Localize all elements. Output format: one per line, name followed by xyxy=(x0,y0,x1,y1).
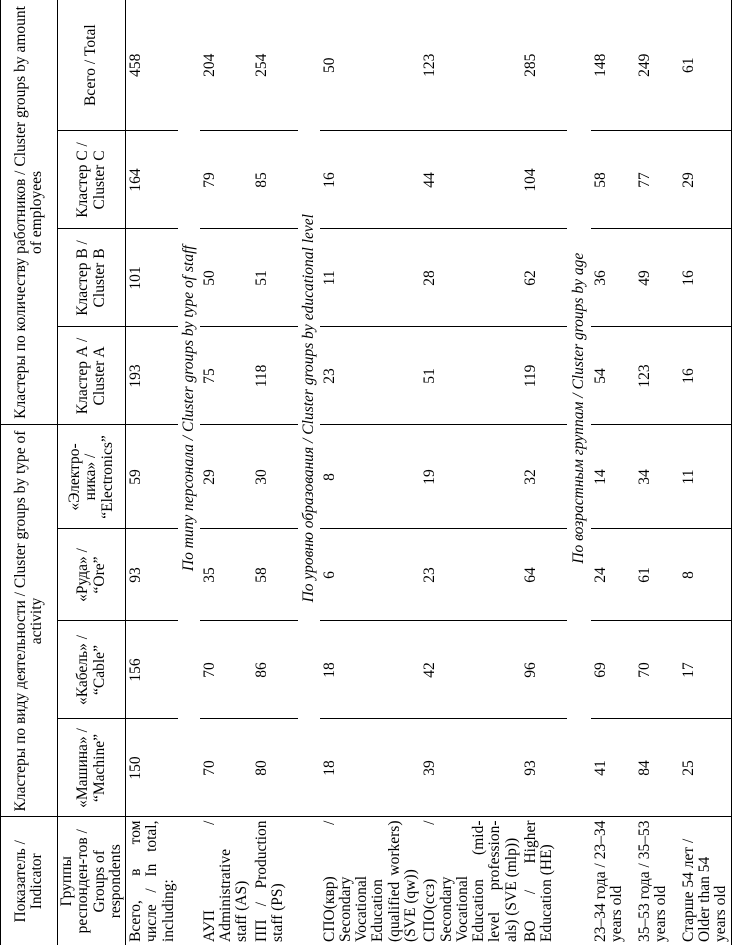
header-cable: «Кабель» / “Cable” xyxy=(58,621,126,719)
group-title-staff: По типу персонала / Cluster groups by type of staff xyxy=(179,245,197,572)
cell-cluster-c: 44 xyxy=(420,131,521,229)
cell-electronics: 59 xyxy=(126,425,178,529)
table-row xyxy=(420,0,521,945)
header-activity-clusters: Кластеры по виду деятельности / Cluster groups by type of activity xyxy=(1,425,58,817)
cell-cluster-b: 101 xyxy=(126,229,178,327)
header-ore: «Руда» / “Ore” xyxy=(58,529,126,621)
cell-cluster-b: 51 xyxy=(252,229,298,327)
header-electronics: «Электро-ника» / “Electronics” xyxy=(58,425,126,529)
cell-cluster-c: 104 xyxy=(521,131,567,229)
cell-machine: 25 xyxy=(679,719,731,817)
table-row xyxy=(252,0,298,945)
group-title-education: По уровню образования / Cluster groups by educational level xyxy=(299,214,317,603)
cell-ore: 93 xyxy=(126,529,178,621)
header-cluster-c: Кластер С / Cluster C xyxy=(58,131,126,229)
table-row xyxy=(591,0,635,945)
table-row xyxy=(320,0,421,945)
row-label: ВО / Higher Education (HE) xyxy=(521,817,567,945)
cell-total: 458 xyxy=(127,53,145,77)
cell-machine: 39 xyxy=(420,719,521,817)
cell-cable: 69 xyxy=(591,621,635,719)
cell-ore: 6 xyxy=(320,529,421,621)
table-row xyxy=(679,0,731,945)
cell-electronics: 14 xyxy=(591,425,635,529)
cell-cluster-a: 193 xyxy=(126,327,178,425)
table-row xyxy=(521,0,567,945)
cell-electronics: 29 xyxy=(200,425,252,529)
cell-total: 285 xyxy=(521,53,539,77)
cell-total: 249 xyxy=(635,53,653,77)
cell-machine: 84 xyxy=(635,719,679,817)
cell-electronics: 34 xyxy=(635,425,679,529)
cell-ore: 8 xyxy=(679,529,731,621)
cell-ore: 35 xyxy=(200,529,252,621)
cell-electronics: 8 xyxy=(320,425,421,529)
cell-cluster-b: 62 xyxy=(521,229,567,327)
group-title-age: По возрастным группам / Cluster groups by age xyxy=(569,252,587,564)
header-indicator: Показатель / Indicator xyxy=(1,817,58,945)
cell-ore: 61 xyxy=(635,529,679,621)
cell-cluster-c: 58 xyxy=(591,131,635,229)
cell-cluster-c: 16 xyxy=(320,131,421,229)
cell-electronics: 19 xyxy=(420,425,521,529)
cell-cable: 86 xyxy=(252,621,298,719)
cell-cluster-b: 36 xyxy=(591,229,635,327)
table-row xyxy=(200,0,252,945)
cell-cable: 96 xyxy=(521,621,567,719)
table-row-total xyxy=(126,0,178,945)
cell-electronics: 11 xyxy=(679,425,731,529)
cell-cable: 42 xyxy=(420,621,521,719)
cell-cluster-c: 77 xyxy=(635,131,679,229)
cell-total: 254 xyxy=(252,53,270,77)
cell-machine: 93 xyxy=(521,719,567,817)
row-label: ПП / Production staff (PS) xyxy=(252,817,298,945)
cell-cluster-a: 23 xyxy=(320,327,421,425)
cell-cluster-a: 51 xyxy=(420,327,521,425)
cell-cluster-c: 79 xyxy=(200,131,252,229)
cell-ore: 58 xyxy=(252,529,298,621)
row-label: Старше 54 лет / Older than 54 years old xyxy=(679,817,731,945)
header-machine: «Машина» / “Machine” xyxy=(58,719,126,817)
cell-ore: 64 xyxy=(521,529,567,621)
cell-machine: 18 xyxy=(320,719,421,817)
header-total: Всего / Total xyxy=(58,0,126,131)
row-label: СПО(ссз) / Secondary Vocational Education (mid-level profession-als) (SVE (mlp)) xyxy=(420,817,521,945)
cell-machine: 41 xyxy=(591,719,635,817)
cell-electronics: 32 xyxy=(521,425,567,529)
cell-cluster-b: 16 xyxy=(679,229,731,327)
cell-cable: 18 xyxy=(320,621,421,719)
cell-cluster-b: 11 xyxy=(320,229,421,327)
cell-electronics: 30 xyxy=(252,425,298,529)
table-row xyxy=(635,0,679,945)
cell-machine: 150 xyxy=(126,719,178,817)
cell-cluster-a: 118 xyxy=(252,327,298,425)
row-label: СПО(квр) / Secondary Vocational Education (qualified workers) (SVE (qw)) xyxy=(320,817,421,945)
cell-total: 123 xyxy=(421,53,439,77)
cell-total: 204 xyxy=(200,53,218,77)
cell-cable: 70 xyxy=(635,621,679,719)
cell-cluster-b: 50 xyxy=(200,229,252,327)
cell-cluster-c: 85 xyxy=(252,131,298,229)
cell-ore: 24 xyxy=(591,529,635,621)
cell-cluster-a: 123 xyxy=(635,327,679,425)
cell-cluster-a: 75 xyxy=(200,327,252,425)
header-respondent-groups: Группы респонден-тов / Groups of respondents xyxy=(58,817,126,945)
cell-cluster-b: 49 xyxy=(635,229,679,327)
cell-total: 61 xyxy=(679,0,731,131)
cell-cluster-c: 164 xyxy=(126,131,178,229)
header-cluster-a: Кластер А / Cluster A xyxy=(58,327,126,425)
cell-total: 148 xyxy=(591,53,609,77)
cell-cluster-b: 28 xyxy=(420,229,521,327)
cell-cluster-c: 29 xyxy=(679,131,731,229)
header-employee-clusters: Кластеры по количеству работников / Cluster groups by amount of employees xyxy=(1,0,58,425)
header-cluster-b: Кластер В / Cluster B xyxy=(58,229,126,327)
cell-machine: 80 xyxy=(252,719,298,817)
cell-machine: 70 xyxy=(200,719,252,817)
cell-cable: 70 xyxy=(200,621,252,719)
cell-cluster-a: 54 xyxy=(591,327,635,425)
cell-cluster-a: 119 xyxy=(521,327,567,425)
row-label: 35–53 года / 35–53 years old xyxy=(635,817,679,945)
cell-cluster-a: 16 xyxy=(679,327,731,425)
row-label: 23–34 года / 23–34 years old xyxy=(591,817,635,945)
cell-cable: 156 xyxy=(126,621,178,719)
cell-total: 50 xyxy=(320,57,338,73)
row-label: АУП / Administrative staff (AS) xyxy=(200,817,252,945)
row-label: Всего, в том числе / In total, including: xyxy=(126,817,178,945)
cell-ore: 23 xyxy=(420,529,521,621)
cell-cable: 17 xyxy=(679,621,731,719)
